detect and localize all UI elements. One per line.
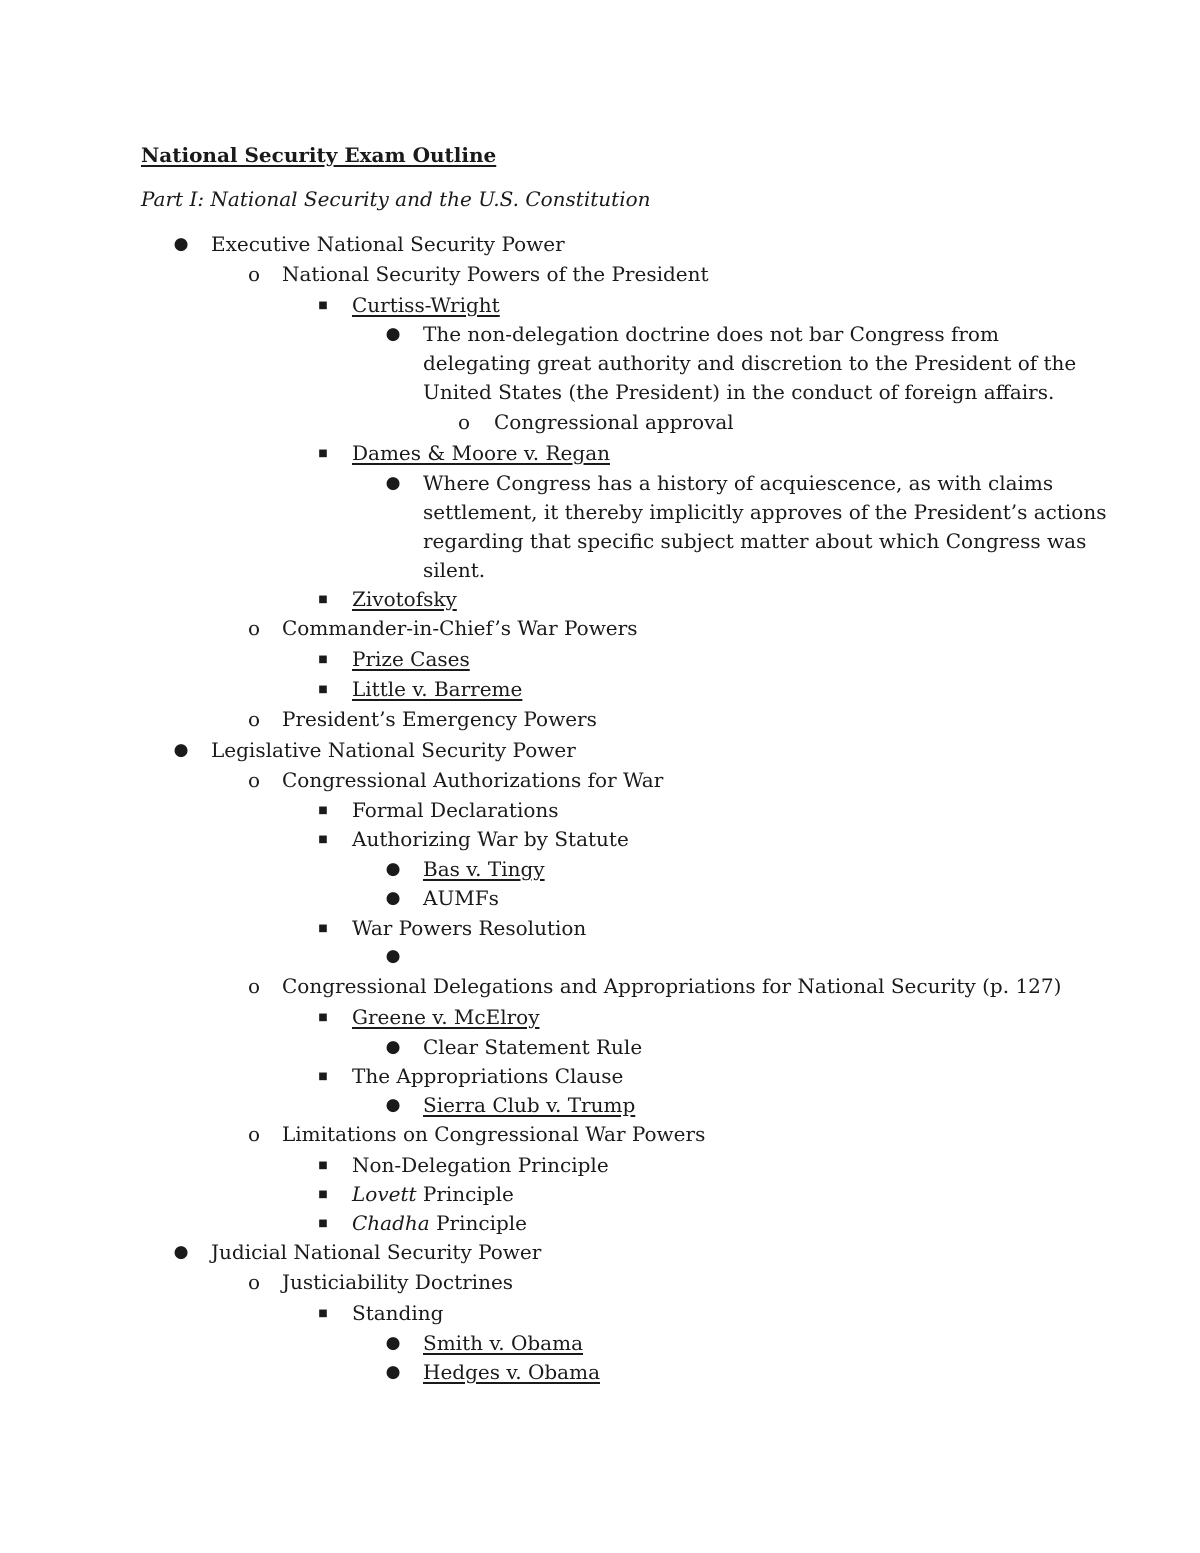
hollow-circle-bullet-icon: o	[247, 1270, 261, 1294]
hollow-circle-bullet-icon: o	[247, 707, 261, 731]
filled-square-bullet-icon: ■	[318, 1218, 328, 1229]
document-page: National Security Exam Outline Part I: National Security and the U.S. Constitution ● Executive National Security Power o National Security Powers of the President ■ Curtiss-Wright ● The non-delegation doctrine does not bar Congress from delegating great authority and discretion to the President of the United States (the President) in the conduct of foreign affairs. o Congressional approval ■ Dames & Moore v. Regan ● Where Congress has a history of acquiescence, as with claims settlement, it thereby implicitly approves of the President’s actions regarding that specific subject matter about which Congress was silent. ■ Zivotofsky o Commander-in-Chief’s War Powers ■ Prize Cases ■ Little v. Barreme o President’s Emergency Powers ● Legislative National Security Power o Congressional Authorizations for War ■ Formal Declarations ■ Authorizing War by Statute ● Bas v. Tingy ● AUMFs ■ War Powers Resolution ● o Congressional Delegations and Appropriations for National Security (p. 127) ■ Greene v. McElroy ● Clear Statement Rule ■ The Appropriations Clause ● Sierra Club v. Trump o Limitations on Congressional War Powers ■ Non-Delegation Principle ■ Lovett Principle ■ Chadha Principle ● Judicial National Security Power o Justiciability Doctrines ■ Standing ● Smith v. Obama ● Hedges v. Obama	[0, 0, 1200, 1553]
hollow-circle-bullet-icon: o	[247, 262, 261, 286]
filled-disc-bullet-icon: ●	[385, 1362, 401, 1382]
document-subtitle: Part I: National Security and the U.S. Constitution	[141, 187, 651, 211]
document-title: National Security Exam Outline	[141, 143, 497, 167]
filled-disc-bullet-icon: ●	[173, 234, 189, 254]
filled-disc-bullet-icon: ●	[385, 473, 401, 493]
filled-square-bullet-icon: ■	[318, 834, 328, 845]
filled-disc-bullet-icon: ●	[385, 1095, 401, 1115]
case-name: Chadha	[352, 1211, 430, 1235]
filled-square-bullet-icon: ■	[318, 1189, 328, 1200]
filled-square-bullet-icon: ■	[318, 654, 328, 665]
case-name: Little v. Barreme	[352, 677, 523, 701]
filled-square-bullet-icon: ■	[318, 684, 328, 695]
case-name: Prize Cases	[352, 647, 470, 671]
filled-disc-bullet-icon: ●	[385, 324, 401, 344]
case-name: Hedges v. Obama	[423, 1360, 600, 1384]
filled-square-bullet-icon: ■	[318, 1071, 328, 1082]
case-name: Dames & Moore v. Regan	[352, 441, 610, 465]
filled-disc-bullet-icon: ●	[173, 740, 189, 760]
case-name: Sierra Club v. Trump	[423, 1093, 636, 1117]
case-name: Smith v. Obama	[423, 1331, 583, 1355]
filled-disc-bullet-icon: ●	[385, 859, 401, 879]
hollow-circle-bullet-icon: o	[247, 768, 261, 792]
filled-square-bullet-icon: ■	[318, 1012, 328, 1023]
filled-square-bullet-icon: ■	[318, 300, 328, 311]
filled-square-bullet-icon: ■	[318, 448, 328, 459]
filled-disc-bullet-icon: ●	[385, 888, 401, 908]
filled-square-bullet-icon: ■	[318, 805, 328, 816]
filled-square-bullet-icon: ■	[318, 923, 328, 934]
case-name: Bas v. Tingy	[423, 857, 545, 881]
filled-square-bullet-icon: ■	[318, 1308, 328, 1319]
filled-disc-bullet-icon: ●	[385, 1333, 401, 1353]
filled-square-bullet-icon: ■	[318, 1160, 328, 1171]
case-name: Zivotofsky	[352, 587, 457, 611]
filled-disc-bullet-icon: ●	[173, 1242, 189, 1262]
filled-disc-bullet-icon: ●	[385, 946, 401, 966]
case-name: Greene v. McElroy	[352, 1005, 540, 1029]
hollow-circle-bullet-icon: o	[247, 974, 261, 998]
case-name: Lovett	[352, 1182, 417, 1206]
hollow-circle-bullet-icon: o	[247, 1122, 261, 1146]
filled-disc-bullet-icon: ●	[385, 1037, 401, 1057]
filled-square-bullet-icon: ■	[318, 594, 328, 605]
hollow-circle-bullet-icon: o	[457, 410, 471, 434]
hollow-circle-bullet-icon: o	[247, 616, 261, 640]
case-name: Curtiss-Wright	[352, 293, 500, 317]
